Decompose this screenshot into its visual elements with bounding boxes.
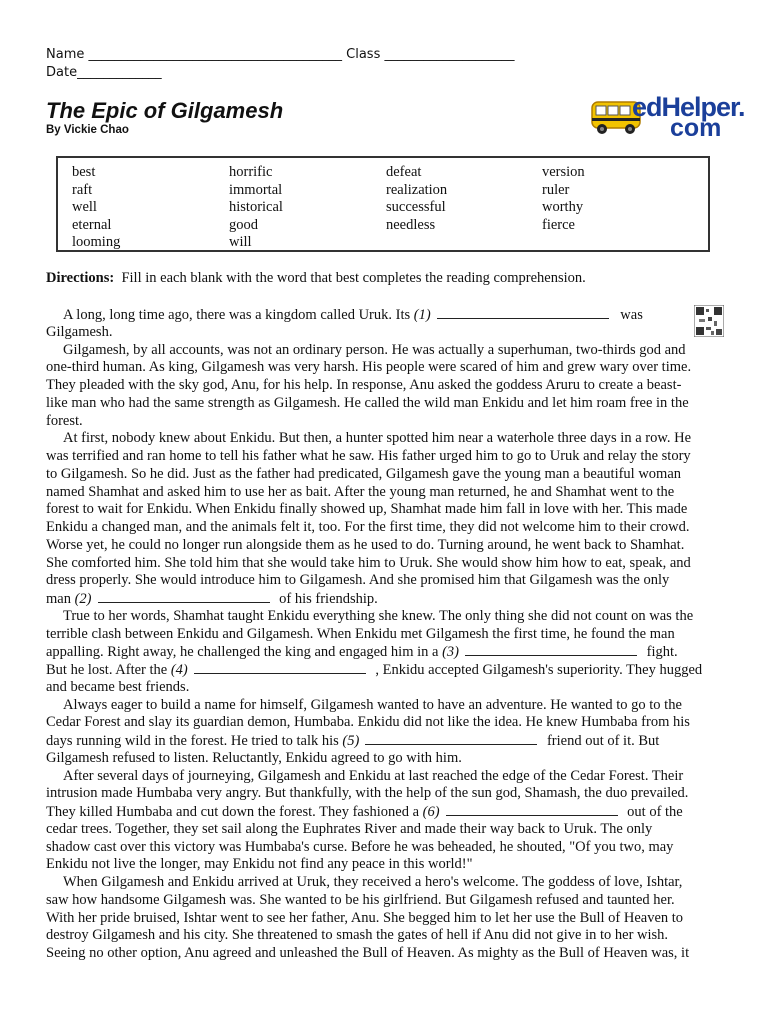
name-field[interactable]: _______________________________________ bbox=[88, 47, 342, 62]
date-label: Date bbox=[46, 65, 78, 80]
passage-text: They killed Humbaba and cut down the forest. They fashioned a bbox=[46, 804, 419, 820]
blank-number: (6) bbox=[422, 804, 440, 820]
passage-line: Seeing no other option, Anu agreed and unleashed the Bull of Heaven. As mighty as the Bull of Heaven was, it bbox=[46, 945, 690, 961]
passage-line: She comforted him. She told him that she would take him to Uruk. She would show him how to eat, speak, and bbox=[46, 554, 691, 571]
word-bank-word: fierce bbox=[542, 216, 575, 233]
blank-number: (5) bbox=[342, 733, 360, 749]
class-label: Class bbox=[346, 47, 381, 62]
word-bank-word: well bbox=[72, 199, 97, 216]
passage-line bbox=[46, 661, 726, 679]
word-bank-word: defeat bbox=[386, 164, 422, 180]
word-bank-word: raft bbox=[72, 181, 93, 198]
passage-line: shadow cast over this victory was Humbaba's curse. Before he was beheaded, he shouted, "Of you two, may bbox=[46, 838, 674, 855]
word-bank-word: eternal bbox=[72, 216, 112, 233]
passage-line bbox=[46, 306, 726, 324]
passage-line: True to her words, Shamhat taught Enkidu everything she knew. The only thing she did not count on was the bbox=[63, 607, 694, 624]
passage-text: days running wild in the forest. He tried to talk his bbox=[46, 733, 339, 749]
passage-line: and became best friends. bbox=[46, 678, 190, 695]
directions-label: Directions: bbox=[46, 270, 115, 286]
passage-text: appalling. Right away, he challenged the king and engaged him in a bbox=[46, 644, 439, 661]
word-bank-word: realization bbox=[386, 181, 448, 198]
name-class-line bbox=[46, 46, 736, 64]
word-bank-word: version bbox=[542, 164, 585, 180]
word-bank-column bbox=[229, 164, 283, 252]
class-field[interactable]: ____________________ bbox=[384, 47, 515, 62]
passage-text: But he lost. After the bbox=[46, 662, 168, 678]
word-bank-word: looming bbox=[72, 234, 121, 251]
passage-line: After several days of journeying, Gilgamesh and Enkidu at last reached the edge of the Cedar Forest. Their bbox=[63, 767, 684, 784]
word-bank-word: ruler bbox=[542, 181, 570, 198]
passage-line: terrible clash between Enkidu and Gilgamesh. When Enkidu met Gilgamesh the first time, he found the man bbox=[46, 625, 675, 642]
name-label: Name bbox=[46, 47, 85, 62]
passage-line: Always eager to build a name for himself, Gilgamesh wanted to have an adventure. He wanted to go to the bbox=[63, 696, 682, 713]
directions bbox=[46, 270, 736, 287]
author-byline: By Vickie Chao bbox=[46, 124, 129, 136]
date-line bbox=[46, 64, 736, 82]
passage-text: fight. bbox=[646, 644, 678, 661]
passage-line: At first, nobody knew about Enkidu. But then, a hunter spotted him near a waterhole three days in a row. He bbox=[63, 430, 692, 447]
passage-line: When Gilgamesh and Enkidu arrived at Uruk, they received a hero's welcome. The goddess of love, Ishtar, bbox=[63, 874, 683, 890]
passage-line: forest. bbox=[46, 412, 83, 429]
passage-line: was terrified and ran home to tell his father what he saw. His father urged him to go to Uruk and relay the story bbox=[46, 448, 691, 464]
passage-line: like man who had the same strength as Gilgamesh. He called the wild man Enkidu and let him roam free in the bbox=[46, 394, 689, 411]
passage-text: of his friendship. bbox=[279, 591, 378, 607]
passage-text: A long, long time ago, there was a kingdom called Uruk. Its bbox=[63, 307, 411, 323]
word-bank-word: will bbox=[229, 234, 252, 251]
word-bank-word: best bbox=[72, 164, 96, 180]
passage-line: cedar trees. Together, they set sail along the Euphrates River and made their way back to Uruk. The only bbox=[46, 820, 653, 837]
word-bank-word: successful bbox=[386, 199, 446, 216]
answer-blank-4[interactable] bbox=[194, 661, 366, 674]
passage-text: friend out of it. But bbox=[546, 733, 660, 749]
date-field[interactable]: _____________ bbox=[77, 65, 162, 80]
word-bank-word: horrific bbox=[229, 164, 273, 180]
answer-blank-2[interactable] bbox=[98, 590, 270, 603]
passage-line: forest to wait for Enkidu. When Enkidu finally showed up, Shamhat made him fall in love with her. This made bbox=[46, 501, 688, 518]
passage-line: named Shamhat and asked him to use her as bait. After the young man returned, he and Shamhat went to the bbox=[46, 483, 675, 500]
passage-line bbox=[46, 643, 726, 661]
passage-line: saw how handsome Gilgamesh was. She wanted to be his girlfriend. But Gilgamesh refused and taunted her. bbox=[46, 891, 675, 908]
passage-line: one-third human. As king, Gilgamesh was very harsh. His people were scared of him and grew wary over time. bbox=[46, 359, 692, 376]
passage-text: out of the bbox=[627, 804, 683, 820]
logo-text-bottom: com bbox=[670, 114, 722, 142]
passage-line: to Gilgamesh. So he did. Just as the father had predicated, Gilgamesh gave the young man a beautiful woman bbox=[46, 465, 682, 482]
word-bank-column bbox=[386, 164, 447, 234]
word-bank-word: historical bbox=[229, 199, 283, 216]
passage-line bbox=[46, 803, 726, 821]
blank-number: (2) bbox=[74, 591, 92, 607]
passage-line: Enkidu a changed man, and the animals felt it, too. For the first time, they did not welcome him to their crowd. bbox=[46, 519, 690, 535]
passage-text: was bbox=[620, 307, 643, 323]
passage-line bbox=[46, 732, 726, 750]
word-bank-word: immortal bbox=[229, 181, 283, 198]
word-bank bbox=[56, 156, 710, 252]
page-title: The Epic of Gilgamesh bbox=[46, 98, 284, 123]
passage-text: man bbox=[46, 591, 71, 607]
passage-line: destroy Gilgamesh and his city. She threatened to smash the gates of hell if Anu did not give in to her wish. bbox=[46, 927, 669, 944]
passage-line: Worse yet, he could no longer run alongside them as he used to do. Turning around, he went back to Shamhat. bbox=[46, 536, 685, 553]
passage-line: Gilgamesh, by all accounts, was not an ordinary person. He was actually a superhuman, two-thirds god and bbox=[63, 341, 686, 358]
passage-line: dress properly. She would introduce him to Gilgamesh. And she promised him that Gilgamesh was the only bbox=[46, 572, 670, 589]
answer-blank-1[interactable] bbox=[437, 306, 609, 319]
passage-line: Enkidu not live the longer, may Enkidu not find any peace in this world!" bbox=[46, 856, 473, 873]
student-info-header bbox=[46, 46, 736, 82]
passage-text: , Enkidu accepted Gilgamesh's superiority. They hugged bbox=[375, 662, 703, 678]
blank-number: (3) bbox=[442, 644, 460, 661]
word-bank-word: good bbox=[229, 216, 258, 233]
passage-line: Gilgamesh. bbox=[46, 323, 113, 340]
passage-line bbox=[46, 590, 726, 608]
blank-number: (1) bbox=[413, 307, 431, 323]
answer-blank-3[interactable] bbox=[465, 643, 637, 656]
logo-text-top: edHelper. bbox=[632, 92, 745, 122]
passage-line: Cedar Forest and slay its guardian demon, Humbaba. Enkidu did not like the idea. He knew Humbaba from his bbox=[46, 714, 690, 731]
word-bank-word: worthy bbox=[542, 199, 584, 216]
edhelper-logo bbox=[588, 88, 758, 144]
word-bank-column bbox=[542, 164, 585, 234]
answer-blank-6[interactable] bbox=[446, 803, 618, 816]
answer-blank-5[interactable] bbox=[365, 732, 537, 745]
passage-line: intrusion made Humbaba very angry. But thankfully, with the help of the sun god, Shamash, the duo prevailed. bbox=[46, 785, 689, 802]
word-bank-column bbox=[72, 164, 120, 252]
passage-line: They pleaded with the sky god, Anu, for his help. In response, Anu asked the goddess Aruru to create a beast- bbox=[46, 377, 682, 393]
word-bank-word: needless bbox=[386, 216, 436, 233]
blank-number: (4) bbox=[170, 662, 188, 678]
directions-text: Fill in each blank with the word that best completes the reading comprehension. bbox=[121, 270, 586, 286]
reading-passage bbox=[46, 306, 726, 963]
passage-line: Gilgamesh refused to listen. Reluctantly, Enkidu agreed to go with him. bbox=[46, 749, 462, 766]
passage-line: With her pride bruised, Ishtar went to see her father, Anu. She begged him to let her use the Bull of Heaven to bbox=[46, 909, 684, 926]
